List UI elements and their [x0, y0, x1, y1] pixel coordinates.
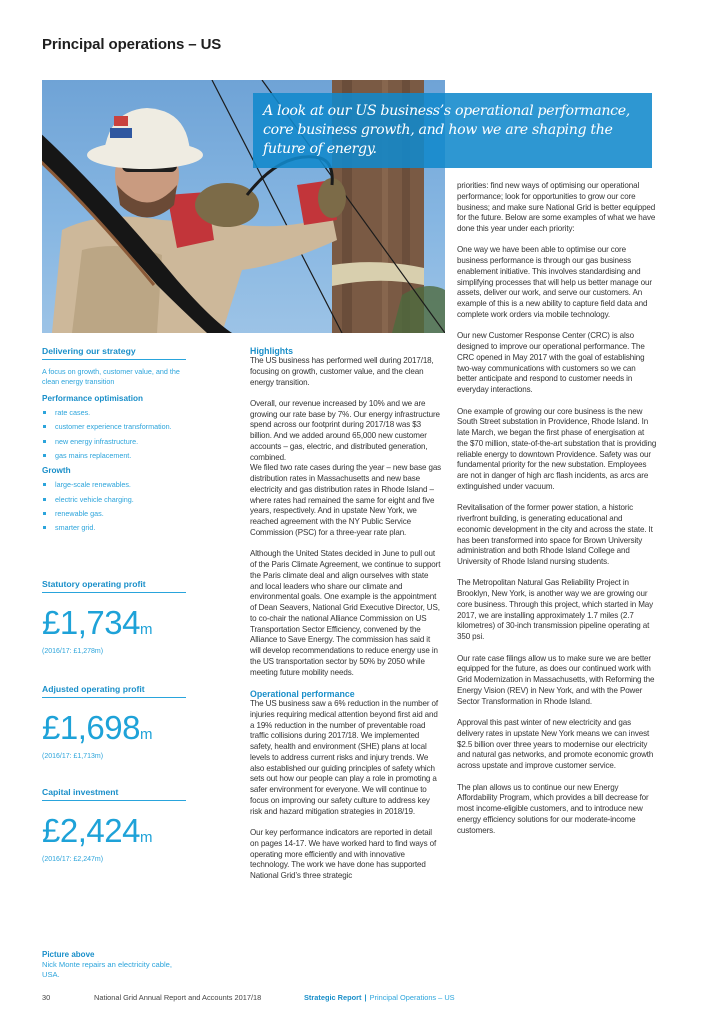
- paragraph: The Metropolitan Natural Gas Reliability Project in Brooklyn, New York, is another way we are growing our core business. Through this project, which started in May 2017, we are installing approximately 1.7 miles (2.7 kilometres) of 30-inch transmission pipeline operating at 350 psi.: [457, 578, 654, 642]
- hero-quote-box: [253, 93, 652, 168]
- paragraph: Revitalisation of the former power station, a historic riverfront building, is generating educational and economic development in the city and across the state. It has been transformed into space for Brown University administration and both Rhode Island College and University of Rhode Island nursing students.: [457, 503, 653, 566]
- metric-prior-year: (2016/17: £1,278m): [42, 648, 104, 655]
- photo-caption: [42, 950, 186, 980]
- metric-adjusted-operating-profit: [42, 684, 186, 760]
- caption-text: Nick Monte repairs an electricity cable, USA.: [42, 960, 172, 979]
- metric-value: £1,734m: [42, 604, 153, 641]
- performance-optimisation-list: [42, 408, 186, 460]
- list-item: customer experience transformation.: [42, 422, 186, 432]
- paragraph: Our key performance indicators are reported in detail on pages 14-17. We have worked hard to find ways of operating more efficiently and with innovative technology. The work we have done has supported National Grid’s three strategic: [250, 828, 437, 880]
- page-number: 30: [42, 993, 51, 1002]
- metric-label: Statutory operating profit: [42, 579, 186, 593]
- paragraph: We filed two rate cases during the year – new base gas distribution rates in Massachusetts and new base electricity and gas distribution rates in Rhode Island – where rates had remained the same for eight and five years, respectively. And in upstate New York, we reached agreement with the NY Public Service Commission (PSC) for a three-year rate plan.: [250, 463, 442, 537]
- paragraph: One way we have been able to optimise our core business performance is through our gas business enablement initiative. This involves standardising and simplifying processes that will help us better manage our assets, deliver our work, and serve our customers. An example of this is a new ability to capture field data and complete work orders via mobile technology.: [457, 245, 652, 319]
- paragraph: Approval this past winter of new electricity and gas delivery rates in upstate New York means we can invest $2.5 billion over three years to modernise our electricity and natural gas networks, and promote economic growth across upstate and improve customer service.: [457, 718, 654, 771]
- caption-heading: Picture above: [42, 950, 95, 959]
- section-breadcrumb: [304, 993, 455, 1002]
- right-column: [457, 181, 657, 847]
- hero-quote: A look at our US business’s operational performance, core business growth, and how we are shaping the future of energy.: [263, 103, 630, 157]
- strategy-panel: [42, 346, 186, 539]
- strategy-heading: Delivering our strategy: [42, 346, 186, 360]
- page-title: Principal operations – US: [42, 36, 222, 53]
- paragraph: priorities: find new ways of optimising our operational performance; look for opportunities to grow our core business; and make sure National Grid is better equipped for the future. Below are some examples of what we have done this year under each priority:: [457, 181, 656, 233]
- metric-capital-investment: [42, 787, 186, 863]
- metric-statutory-operating-profit: [42, 579, 186, 655]
- paragraph: Our new Customer Response Center (CRC) is also designed to improve our operational performance. The CRC opened in May 2017 with the goal of establishing two-way communications with customers so we can better anticipate and respond to customer needs in everyday interactions.: [457, 331, 645, 395]
- list-item: new energy infrastructure.: [42, 437, 186, 447]
- list-item: rate cases.: [42, 408, 186, 418]
- highlights-heading: Highlights: [250, 346, 294, 356]
- strategy-group-title: Performance optimisation: [42, 394, 144, 404]
- paragraph: Overall, our revenue increased by 10% and we are growing our rate base by 7%. Our energy infrastructure spend across our footprint during 2017/18 was $3 billion. And we added around 65,000 new customer accounts – gas, electric, and distributed generation, combined.: [250, 398, 440, 462]
- growth-list: [42, 480, 186, 532]
- strategy-group-title: Growth: [42, 466, 71, 476]
- paragraph: Our rate case filings allow us to make sure we are better equipped for the future, as does our continued work with Grid Modernization in Massachusetts, with Reforming the Energy Vision (REV) in New York, and with the Power Sector Transformation in Rhode Island.: [457, 653, 655, 706]
- paragraph: One example of growing our core business is the new South Street substation in Providence, Rhode Island. In late March, we began the first phase of energisation at the $70 million, state-of-the-art substation that is providing reliable energy to downtown Providence. Safety was our fundamental priority for the new substation. Employees are not in danger of high arc flash incidents, as arcs are extinguished under vacuum.: [457, 406, 657, 491]
- metric-label: Adjusted operating profit: [42, 684, 186, 698]
- list-item: large-scale renewables.: [42, 480, 186, 490]
- metric-label: Capital investment: [42, 787, 186, 801]
- operational-performance-heading: Operational performance: [250, 689, 355, 700]
- list-item: renewable gas.: [42, 509, 186, 519]
- breadcrumb-subsection[interactable]: Principal Operations – US: [369, 993, 455, 1002]
- metric-value: £2,424m: [42, 812, 153, 849]
- metric-value: £1,698m: [42, 709, 153, 746]
- list-item: gas mains replacement.: [42, 451, 186, 461]
- paragraph: Although the United States decided in June to pull out of the Paris Climate Agreement, we continue to support the Paris climate deal and align ourselves with state and local leaders who share our climate and environmental goals. One example is the appointment of Dean Seavers, National Grid Executive Director, US, to co-chair the national Alliance Commission on US Transportation Sector Efficiency, convened by the Alliance to Save Energy. The commission has said it will develop recommendations to reduce energy use in the US transportation sector by 50% by 2050 while meeting future mobility needs.: [250, 549, 441, 677]
- paragraph: The US business has performed well during 2017/18, focusing on growth, customer value, and the clean energy transition.: [250, 356, 434, 387]
- metric-prior-year: (2016/17: £2,247m): [42, 856, 104, 863]
- breadcrumb-separator: |: [364, 993, 367, 1002]
- list-item: smarter grid.: [42, 523, 186, 533]
- list-item: electric vehicle charging.: [42, 495, 186, 505]
- paragraph: The plan allows us to continue our new Energy Affordability Program, which provides a bill decrease for most income-eligible customers, and to introduce new energy efficiency solutions for our moderate-income customers.: [457, 782, 649, 835]
- paragraph: The US business saw a 6% reduction in the number of injuries requiring medical attention beyond first aid and a 19% reduction in the number of preventable road traffic collisions during 2017/18. We implemented safety, health and environment (SHE) plans at local levels to address current risks and injury trends. We also established our guiding principles of safety which sets out how our people can play a role in promoting a safer environment for everyone. We will continue to focus on improving our safety culture to address key risk and hazard mitigation strategies in 2018/19.: [250, 699, 439, 816]
- report-title: National Grid Annual Report and Accounts 2017/18: [94, 993, 262, 1002]
- breadcrumb-section[interactable]: Strategic Report: [304, 993, 362, 1002]
- metric-prior-year: (2016/17: £1,713m): [42, 753, 104, 760]
- strategy-intro: A focus on growth, customer value, and the clean energy transition: [42, 367, 180, 386]
- middle-column: [250, 346, 442, 892]
